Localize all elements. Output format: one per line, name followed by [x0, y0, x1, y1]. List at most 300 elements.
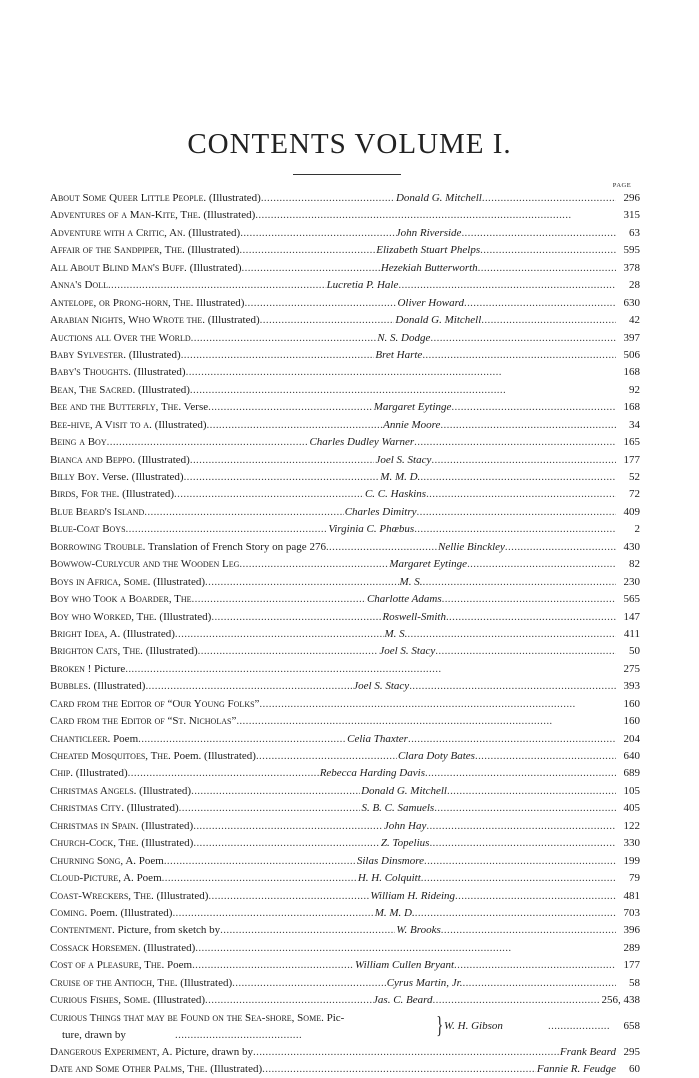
dot-leader: [431, 452, 616, 469]
dot-leader: [424, 853, 616, 870]
entry-title-text: Arabian Nights, Who Wrote the.: [50, 314, 205, 327]
entry-author: Joel S. Stacy: [375, 453, 432, 466]
entry-note: (Illustrated): [122, 488, 175, 501]
dot-leader: [414, 434, 616, 451]
entry-author: Elizabeth Stuart Phelps: [376, 244, 481, 257]
entry-title: [50, 678, 145, 695]
entry-page: 58: [629, 976, 640, 989]
entry-author: Fannie R. Feudge: [536, 1063, 616, 1075]
entry-title: [50, 591, 192, 608]
contents-entry: [50, 975, 640, 992]
entry-note: Picture, from sketch by: [117, 924, 221, 937]
entry-author: Rebecca Harding Davis: [319, 767, 425, 780]
entry-page: 658: [623, 1019, 640, 1032]
dot-leader: [207, 417, 383, 434]
entry-page: 640: [623, 750, 640, 762]
entry-title: [50, 765, 128, 782]
entry-author: Annie Moore: [383, 418, 441, 431]
entry-title: [50, 905, 172, 922]
dot-leader: [429, 835, 616, 852]
entry-page: 105: [623, 784, 640, 797]
entry-note: (Illustrated): [141, 819, 194, 832]
entry-title-text: Bubbles.: [50, 680, 91, 693]
entry-note: Poem: [113, 732, 139, 745]
entry-title: [50, 1010, 344, 1026]
entry-title: [50, 539, 326, 556]
entry-author: Lucretia P. Hale: [326, 279, 399, 292]
dot-leader: [108, 277, 326, 294]
contents-entry: [50, 399, 640, 416]
entry-note: (Illustrated): [153, 994, 206, 1007]
entry-title-text: Blue Beard's Island: [50, 505, 145, 518]
entry-author: John Hay: [383, 819, 427, 832]
entry-page: 177: [623, 959, 640, 972]
entry-author: John Riverside: [395, 226, 462, 239]
entry-page: 160: [623, 715, 640, 728]
entry-author: William Cullen Bryant: [355, 959, 455, 972]
entry-author: William H. Rideing: [370, 889, 456, 902]
entry-title: [50, 957, 192, 974]
entry-note: Poem. (Illustrated): [173, 750, 256, 762]
entry-page: 330: [623, 837, 640, 850]
entry-note: (Illustrated): [133, 366, 186, 379]
entry-author: H. H. Colquitt: [357, 872, 421, 885]
entry-page: 405: [623, 802, 640, 815]
dot-leader: [179, 800, 361, 817]
entry-title: [50, 992, 205, 1009]
dot-leader: [420, 469, 616, 486]
entry-author: M. S.: [384, 627, 408, 640]
entry-author: Z. Topelius: [380, 837, 430, 850]
contents-entry: [50, 486, 640, 503]
entry-author: Charles Dudley Warner: [309, 436, 415, 449]
contents-entry: [50, 888, 640, 905]
contents-entry: [50, 190, 640, 207]
entry-page: 295: [623, 1045, 640, 1058]
entry-page: 703: [623, 906, 640, 919]
contents-entry: [50, 696, 640, 713]
entry-title-text: Christmas Angels.: [50, 784, 137, 797]
contents-entry: [50, 609, 640, 626]
entry-note: (Illustrated): [156, 889, 209, 902]
entry-page: 160: [623, 697, 640, 710]
entry-title-text: Birds, For the.: [50, 488, 120, 501]
dot-leader: [480, 242, 616, 259]
entry-page: 296: [623, 192, 640, 204]
entry-page: 393: [623, 680, 641, 693]
dot-leader: [240, 225, 395, 242]
entry-title: [50, 399, 208, 416]
dot-leader: [415, 905, 616, 922]
contents-entry: [50, 539, 640, 556]
entry-page: 689: [623, 767, 640, 780]
entry-author: Jas. C. Beard: [373, 994, 433, 1007]
entry-title: [50, 696, 259, 713]
dot-leader: [447, 783, 616, 800]
entry-title: [50, 1061, 262, 1078]
contents-entry: [50, 417, 640, 434]
dot-leader: [191, 783, 360, 800]
contents-entry: [50, 556, 640, 573]
entry-title: [50, 364, 186, 381]
contents-entry: [50, 452, 640, 469]
entry-title-text: Baby Sylvester.: [50, 348, 126, 361]
entry-page: 42: [629, 314, 640, 327]
brace-icon: }: [436, 1012, 444, 1039]
entry-title-text: Broken !: [50, 662, 92, 675]
entry-title-text: Christmas in Spain.: [50, 819, 139, 832]
entry-note: (Illustrated): [208, 192, 261, 204]
dot-leader: [125, 661, 616, 678]
entry-title: [50, 783, 191, 800]
dot-leader: [422, 574, 616, 591]
entry-title: [50, 922, 220, 939]
dot-leader: [239, 556, 388, 573]
entry-author: C. C. Haskins: [364, 488, 427, 501]
entry-title-text: Card from the Editor of “St. Nicholas”: [50, 715, 237, 728]
contents-entry: [50, 260, 640, 277]
entry-title-text: Cheated Mosquitoes, The.: [50, 750, 171, 762]
contents-entry: [50, 364, 640, 381]
entry-title: [50, 975, 232, 992]
dot-leader: [195, 940, 616, 957]
entry-title: [50, 225, 240, 242]
entry-title-text: About Some Queer Little People.: [50, 192, 207, 204]
dot-leader: [467, 556, 616, 573]
contents-entry: [50, 330, 640, 347]
entry-note: (Illustrated): [187, 244, 240, 257]
entry-title: [50, 469, 184, 486]
entry-page: 34: [629, 418, 640, 431]
entry-author: Roswell-Smith: [382, 610, 446, 623]
dot-leader: [190, 452, 375, 469]
dot-leader: [426, 818, 616, 835]
dot-leader: [261, 190, 395, 207]
entry-title-text: Card from the Editor of “Our Young Folks”: [50, 697, 260, 710]
dot-leader: [441, 922, 616, 939]
dot-leader: [242, 260, 380, 277]
contents-entry: [50, 870, 640, 887]
contents-entry: [50, 661, 640, 678]
entry-title-text: Baby's Thoughts.: [50, 366, 131, 379]
dot-leader: [421, 870, 616, 887]
dot-leader: [482, 190, 616, 207]
entry-title-text: Bee and the Butterfly, The.: [50, 401, 182, 414]
entry-title: [50, 417, 207, 434]
entry-author: S. B. C. Samuels: [361, 802, 435, 815]
entry-note: Verse. (Illustrated): [101, 471, 184, 483]
entry-title-text: Curious Things that may be Found on the Sea-shore, Some.: [50, 1011, 324, 1024]
entry-note: Picture, drawn by: [175, 1045, 253, 1058]
dot-leader: [259, 696, 616, 713]
entry-note: (Illustrated): [210, 1063, 263, 1075]
contents-entry: [50, 1061, 640, 1078]
contents-entry: [50, 591, 640, 608]
entry-title-text: Being a Boy: [50, 436, 107, 449]
entry-title-text: Boy who Took a Boarder, The: [50, 593, 192, 606]
entry-title-text: Chip.: [50, 767, 73, 780]
entry-author: Joel S. Stacy: [379, 645, 436, 658]
entry-title-text: Anna's Doll: [50, 279, 108, 292]
entry-page: 147: [623, 610, 640, 623]
entry-title: [50, 748, 256, 765]
dot-leader: [256, 748, 397, 765]
entry-title: [50, 731, 138, 748]
dot-leader: [435, 643, 616, 660]
dot-leader: [175, 626, 384, 643]
contents-entry: [50, 1044, 640, 1061]
dot-leader: [144, 504, 343, 521]
dot-leader: [244, 295, 396, 312]
entry-title: [50, 504, 144, 521]
dot-leader: [208, 888, 369, 905]
dot-leader: [433, 992, 600, 1009]
dot-leader: [107, 434, 309, 451]
entry-page: 177: [623, 453, 640, 466]
entry-title-text: Curious Fishes, Some.: [50, 994, 151, 1007]
entry-note: (Illustrated): [189, 261, 242, 274]
dot-leader: [548, 1018, 614, 1034]
entry-page: 506: [623, 348, 640, 361]
contents-entry: [50, 800, 640, 817]
contents-entry: [50, 347, 640, 364]
contents-entry: [50, 678, 640, 695]
dot-leader: [192, 957, 354, 974]
entry-title-text: Date and Some Other Palms, The.: [50, 1063, 208, 1075]
entry-author: Virginia C. Phœbus: [328, 523, 415, 536]
dot-leader: [232, 975, 386, 992]
dot-leader: [475, 748, 616, 765]
entry-author: Joel S. Stacy: [353, 680, 410, 693]
contents-entry: [50, 783, 640, 800]
entry-author: Charles Dimitry: [344, 505, 417, 518]
contents-entry: [50, 626, 640, 643]
entry-author: Donald G. Mitchell: [361, 784, 447, 797]
entry-title-text: Churning Song, A.: [50, 854, 137, 867]
entry-author: Donald G. Mitchell: [395, 314, 482, 327]
entry-page: 122: [623, 819, 641, 832]
dot-leader: [255, 207, 616, 224]
entry-title-text: Billy Boy.: [50, 471, 100, 483]
dot-leader: [174, 486, 364, 503]
entry-title-text: Antelope, or Prong-horn, The.: [50, 296, 194, 309]
entry-title: [50, 190, 261, 207]
entry-page: 165: [623, 436, 640, 449]
entry-title: [50, 713, 236, 730]
entry-title-text: All About Blind Man's Buff.: [50, 261, 187, 274]
dot-leader: [126, 521, 328, 538]
entry-page: 565: [623, 593, 640, 606]
entry-title-text: Bright Idea, A.: [50, 627, 121, 640]
contents-entry-multiline: [50, 1010, 640, 1044]
entry-title: [50, 661, 125, 678]
entry-page: 199: [623, 854, 641, 867]
contents-entry: [50, 818, 640, 835]
entry-author: N. S. Dodge: [377, 331, 431, 344]
entry-title: [50, 818, 193, 835]
entry-note: (Illustrated): [126, 802, 179, 815]
entry-title-text: Adventures of a Man-Kite, The.: [50, 209, 201, 222]
entry-note: Translation of French Story on page 276: [147, 540, 326, 553]
entry-page: 396: [623, 924, 640, 937]
entry-page: 289: [623, 941, 640, 954]
entry-title: [50, 486, 174, 503]
entry-title: [50, 521, 126, 538]
dot-leader: [455, 888, 616, 905]
entry-author: M. S.: [399, 575, 423, 588]
entry-page: 168: [623, 401, 640, 414]
entry-page: 60: [629, 1063, 640, 1075]
entry-title-text: Dangerous Experiment, A.: [50, 1045, 173, 1058]
entry-page: 79: [628, 872, 640, 885]
dot-leader: [190, 382, 616, 399]
entry-note: Poem: [136, 872, 162, 885]
entry-author: W. H. Gibson: [444, 1019, 503, 1032]
entry-note: Poem: [167, 959, 193, 972]
contents-entry: [50, 434, 640, 451]
entry-title: [50, 434, 107, 451]
entry-page: 168: [623, 366, 640, 379]
dot-leader: [145, 678, 352, 695]
dot-leader: [138, 731, 346, 748]
dot-leader: [481, 312, 616, 329]
entry-page: 52: [629, 471, 641, 483]
entry-title: [50, 330, 191, 347]
contents-entry: [50, 957, 640, 974]
entry-note: (Illustrated): [122, 627, 175, 640]
dot-leader: [172, 905, 373, 922]
entry-title-text: Brighton Cats, The.: [50, 645, 143, 658]
entry-page: 430: [623, 540, 640, 553]
entry-note: Pic-: [326, 1011, 345, 1024]
contents-entry: [50, 992, 640, 1009]
entry-note: (Illustrated): [75, 767, 128, 780]
dot-leader: [451, 399, 616, 416]
entry-title-text: Coming.: [50, 906, 88, 919]
entry-author: Silas Dinsmore: [356, 854, 424, 867]
dot-leader: [422, 347, 616, 364]
entry-note: Picture: [94, 662, 126, 675]
dot-leader: [208, 399, 373, 416]
entry-page: 50: [629, 645, 640, 658]
dot-leader: [193, 818, 383, 835]
dot-leader: [205, 574, 399, 591]
contents-entry: [50, 382, 640, 399]
contents-entry: [50, 207, 640, 224]
entry-note: Verse: [183, 401, 209, 414]
entry-title-text: Blue-Coat Boys: [50, 523, 126, 536]
entry-author: Charlotte Adams: [366, 593, 442, 606]
entry-note: (Illustrated): [137, 453, 190, 466]
entry-note: (Illustrated): [93, 680, 146, 693]
entry-author: Clara Doty Bates: [397, 750, 475, 762]
entry-page: 378: [623, 261, 640, 274]
dot-leader: [409, 678, 616, 695]
entry-title-text: Cloud-Picture, A.: [50, 872, 134, 885]
entry-page: 2: [634, 523, 640, 536]
entry-note: (Illustrated): [137, 383, 190, 396]
entry-author: Hezekiah Butterworth: [380, 261, 478, 274]
entry-title: [50, 295, 244, 312]
entry-note: Illustrated): [196, 296, 245, 309]
entry-title-text: Bianca and Beppo.: [50, 453, 136, 466]
entry-title-text: Adventure with a Critic, An.: [50, 226, 186, 239]
contents-entry: [50, 277, 640, 294]
entry-title-text: Auctions all Over the World: [50, 331, 191, 344]
dot-leader: [220, 922, 395, 939]
dot-leader: [192, 591, 366, 608]
entry-author: Frank Beard: [559, 1045, 616, 1058]
entry-page: 630: [623, 296, 640, 309]
dot-leader: [426, 486, 616, 503]
entry-title-text: Boy who Worked, The.: [50, 610, 157, 623]
contents-entry: [50, 504, 640, 521]
entry-title: [50, 888, 208, 905]
entry-page: 481: [623, 889, 640, 902]
dot-leader: [505, 539, 616, 556]
entry-author: Bret Harte: [375, 348, 423, 361]
entry-page: 275: [623, 662, 640, 675]
entry-note: (Illustrated): [188, 226, 241, 239]
entry-title: [50, 556, 239, 573]
entry-title: [50, 870, 162, 887]
entry-note: (Illustrated): [159, 610, 212, 623]
entry-title: [50, 800, 179, 817]
entry-title-continuation: ture, drawn by: [62, 1028, 126, 1041]
dot-leader: [461, 225, 616, 242]
contents-entry: [50, 713, 640, 730]
entry-title-text: Bowwow-Curlycur and the Wooden Leg: [50, 558, 240, 571]
dot-leader: [253, 1044, 559, 1061]
contents-entry: [50, 469, 640, 486]
entry-note: (Illustrated): [141, 837, 194, 850]
entry-title-text: Affair of the Sandpiper, The.: [50, 244, 185, 257]
entry-title: [50, 835, 193, 852]
dot-leader: [211, 609, 381, 626]
dot-leader: [442, 591, 616, 608]
entry-page: 204: [623, 732, 640, 745]
entry-title-text: Bean, The Sacred.: [50, 383, 136, 396]
entry-author: M. M. D.: [374, 906, 415, 919]
entry-title: [50, 277, 108, 294]
entry-note: (Illustrated): [145, 645, 198, 658]
entry-page: 63: [628, 226, 640, 239]
entry-page: 315: [623, 209, 640, 222]
contents-entry: [50, 643, 640, 660]
entry-title: [50, 626, 175, 643]
entry-note: Poem: [138, 854, 164, 867]
entry-note: (Illustrated): [128, 348, 181, 361]
entry-author: Oliver Howard: [397, 296, 464, 309]
dot-leader: [434, 800, 616, 817]
contents-entry: [50, 295, 640, 312]
dot-leader: [478, 260, 616, 277]
dot-leader: [128, 765, 319, 782]
dot-leader: [205, 992, 372, 1009]
entry-page: 409: [623, 505, 640, 518]
entry-page: 595: [623, 244, 640, 257]
dot-leader: [181, 347, 375, 364]
entry-author: Nellie Binckley: [438, 540, 505, 553]
entry-note: (Illustrated): [139, 784, 192, 797]
entry-title-text: Chanticleer.: [50, 732, 111, 745]
entry-title: [50, 609, 211, 626]
entry-title-text: Borrowing Trouble.: [50, 540, 146, 553]
title-rule: [293, 174, 401, 175]
entry-author: Margaret Eytinge: [389, 558, 468, 571]
dot-leader: [236, 713, 616, 730]
dot-leader: [464, 295, 616, 312]
